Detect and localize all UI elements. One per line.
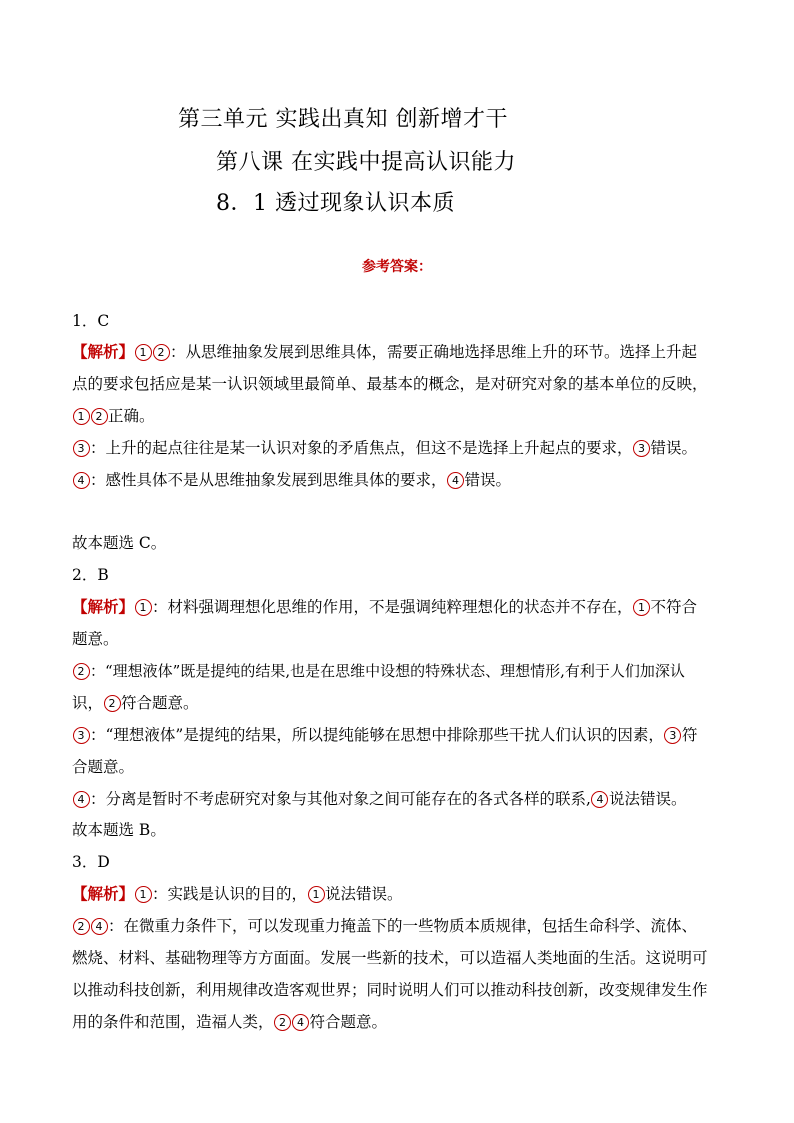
unit-title: 第三单元 实践出真知 创新增才干: [178, 107, 508, 132]
answer-heading: 参考答案：: [362, 259, 432, 275]
circled-number: 1: [308, 886, 325, 903]
analysis-text: ：从思维抽象发展到思维具体，需要正确地选择思维上升的环节。选择上升起: [170, 343, 698, 361]
q3-analysis-line-2: [72, 916, 697, 936]
q2-analysis-line-7: [72, 789, 686, 809]
analysis-text: 说法错误。: [325, 885, 403, 903]
circled-number: 4: [292, 1014, 309, 1031]
q2-analysis-line-4: [72, 693, 199, 713]
analysis-text: 符合题意。: [121, 694, 199, 712]
q3-analysis-line-5: [72, 1012, 387, 1032]
q3-analysis-line-4: [72, 980, 708, 1000]
q2-analysis-line-1: [72, 597, 697, 617]
analysis-text: ：实践是认识的目的，: [152, 885, 308, 903]
circled-number: 1: [633, 599, 650, 616]
circled-number: 3: [633, 440, 650, 457]
q1-analysis-line-3: [72, 406, 155, 426]
circled-number: 4: [591, 791, 608, 808]
analysis-text: ：材料强调理想化思维的作用，不是强调纯粹理想化的状态并不存在，: [152, 598, 633, 616]
analysis-text: 错误。: [650, 439, 698, 457]
q1-analysis-line-1: [72, 342, 697, 362]
analysis-text: 说法错误。: [608, 790, 687, 808]
analysis-text: 以推动科技创新，利用规律改造客观世界；同时说明人们可以推动科技创新，改变规律发生作: [72, 981, 708, 999]
circled-number: 2: [274, 1014, 291, 1031]
circled-number: 3: [73, 727, 90, 744]
q1-analysis-line-5: [72, 470, 511, 490]
circled-number: 2: [73, 663, 90, 680]
circled-number: 4: [73, 472, 90, 489]
circled-number: 2: [153, 344, 170, 361]
analysis-text: 不符合: [650, 598, 698, 616]
circled-number: 1: [135, 886, 152, 903]
conclusion-text: 故本题选 B。: [72, 821, 166, 839]
analysis-text: 错误。: [464, 471, 512, 489]
analysis-text: 符: [681, 726, 698, 744]
q2-analysis-line-3: [72, 661, 685, 681]
analysis-text: ：在微重力条件下，可以发现重力掩盖下的一些物质本质规律，包括生命科学、流体、: [108, 917, 698, 935]
q2-analysis-line-5: [72, 725, 697, 745]
analysis-text: ：上升的起点往往是某一认识对象的矛盾焦点，但这不是选择上升起点的要求，: [90, 439, 633, 457]
q1-analysis-line-2: [72, 374, 708, 394]
circled-number: 1: [135, 344, 152, 361]
analysis-text: ：“理想液体”既是提纯的结果,也是在思维中设想的特殊状态、理想情形,有利于人们加深认: [90, 662, 685, 680]
analysis-tag: 【解析】: [72, 597, 135, 616]
analysis-text: 识，: [72, 694, 104, 712]
q1-number: [72, 311, 109, 331]
analysis-text: ：分离是暂时不考虑研究对象与其他对象之间可能存在的各式各样的联系,: [90, 790, 591, 808]
lesson-title: 第八课 在实践中提高认识能力: [216, 150, 516, 175]
circled-number: 4: [73, 791, 90, 808]
circled-number: 2: [104, 695, 121, 712]
section-title: 8．1 透过现象认识本质: [216, 191, 455, 216]
analysis-text: 正确。: [108, 407, 155, 425]
circled-number: 3: [73, 440, 90, 457]
q2-analysis-line-6: [72, 757, 134, 777]
q2-conclusion: [72, 820, 166, 840]
q1-number-text: 1．C: [72, 312, 110, 330]
q3-analysis-line-1: [72, 884, 403, 904]
q3-number-text: 3．D: [72, 853, 110, 871]
conclusion-text: 故本题选 C。: [72, 534, 167, 552]
analysis-text: ：“理想液体”是提纯的结果，所以提纯能够在思想中排除那些干扰人们认识的因素，: [90, 726, 664, 744]
analysis-text: 题意。: [72, 630, 119, 648]
circled-number: 2: [91, 408, 108, 425]
circled-number: 4: [447, 472, 464, 489]
q3-number: [72, 852, 110, 872]
circled-number: 3: [664, 727, 681, 744]
circled-number: 2: [73, 918, 90, 935]
analysis-text: ：感性具体不是从思维抽象发展到思维具体的要求，: [90, 471, 447, 489]
analysis-text: 点的要求包括应是某一认识领域里最简单、最基本的概念，是对研究对象的基本单位的反映，: [72, 375, 708, 393]
q2-number-text: 2．B: [72, 566, 109, 584]
q1-conclusion: [72, 533, 166, 553]
q3-analysis-line-3: [72, 948, 708, 968]
circled-number: 1: [73, 408, 90, 425]
analysis-text: 用的条件和范围，造福人类，: [72, 1013, 274, 1031]
circled-number: 1: [135, 599, 152, 616]
analysis-text: 燃烧、材料、基础物理等方方面面。发展一些新的技术，可以造福人类地面的生活。这说明可: [72, 949, 708, 967]
analysis-text: 合题意。: [72, 758, 135, 776]
circled-number: 4: [91, 918, 108, 935]
q1-analysis-line-4: [72, 438, 697, 458]
analysis-tag: 【解析】: [72, 342, 135, 361]
q2-number: [72, 565, 109, 585]
analysis-tag: 【解析】: [72, 884, 135, 903]
analysis-text: 符合题意。: [309, 1013, 388, 1031]
q2-analysis-line-2: [72, 629, 119, 649]
